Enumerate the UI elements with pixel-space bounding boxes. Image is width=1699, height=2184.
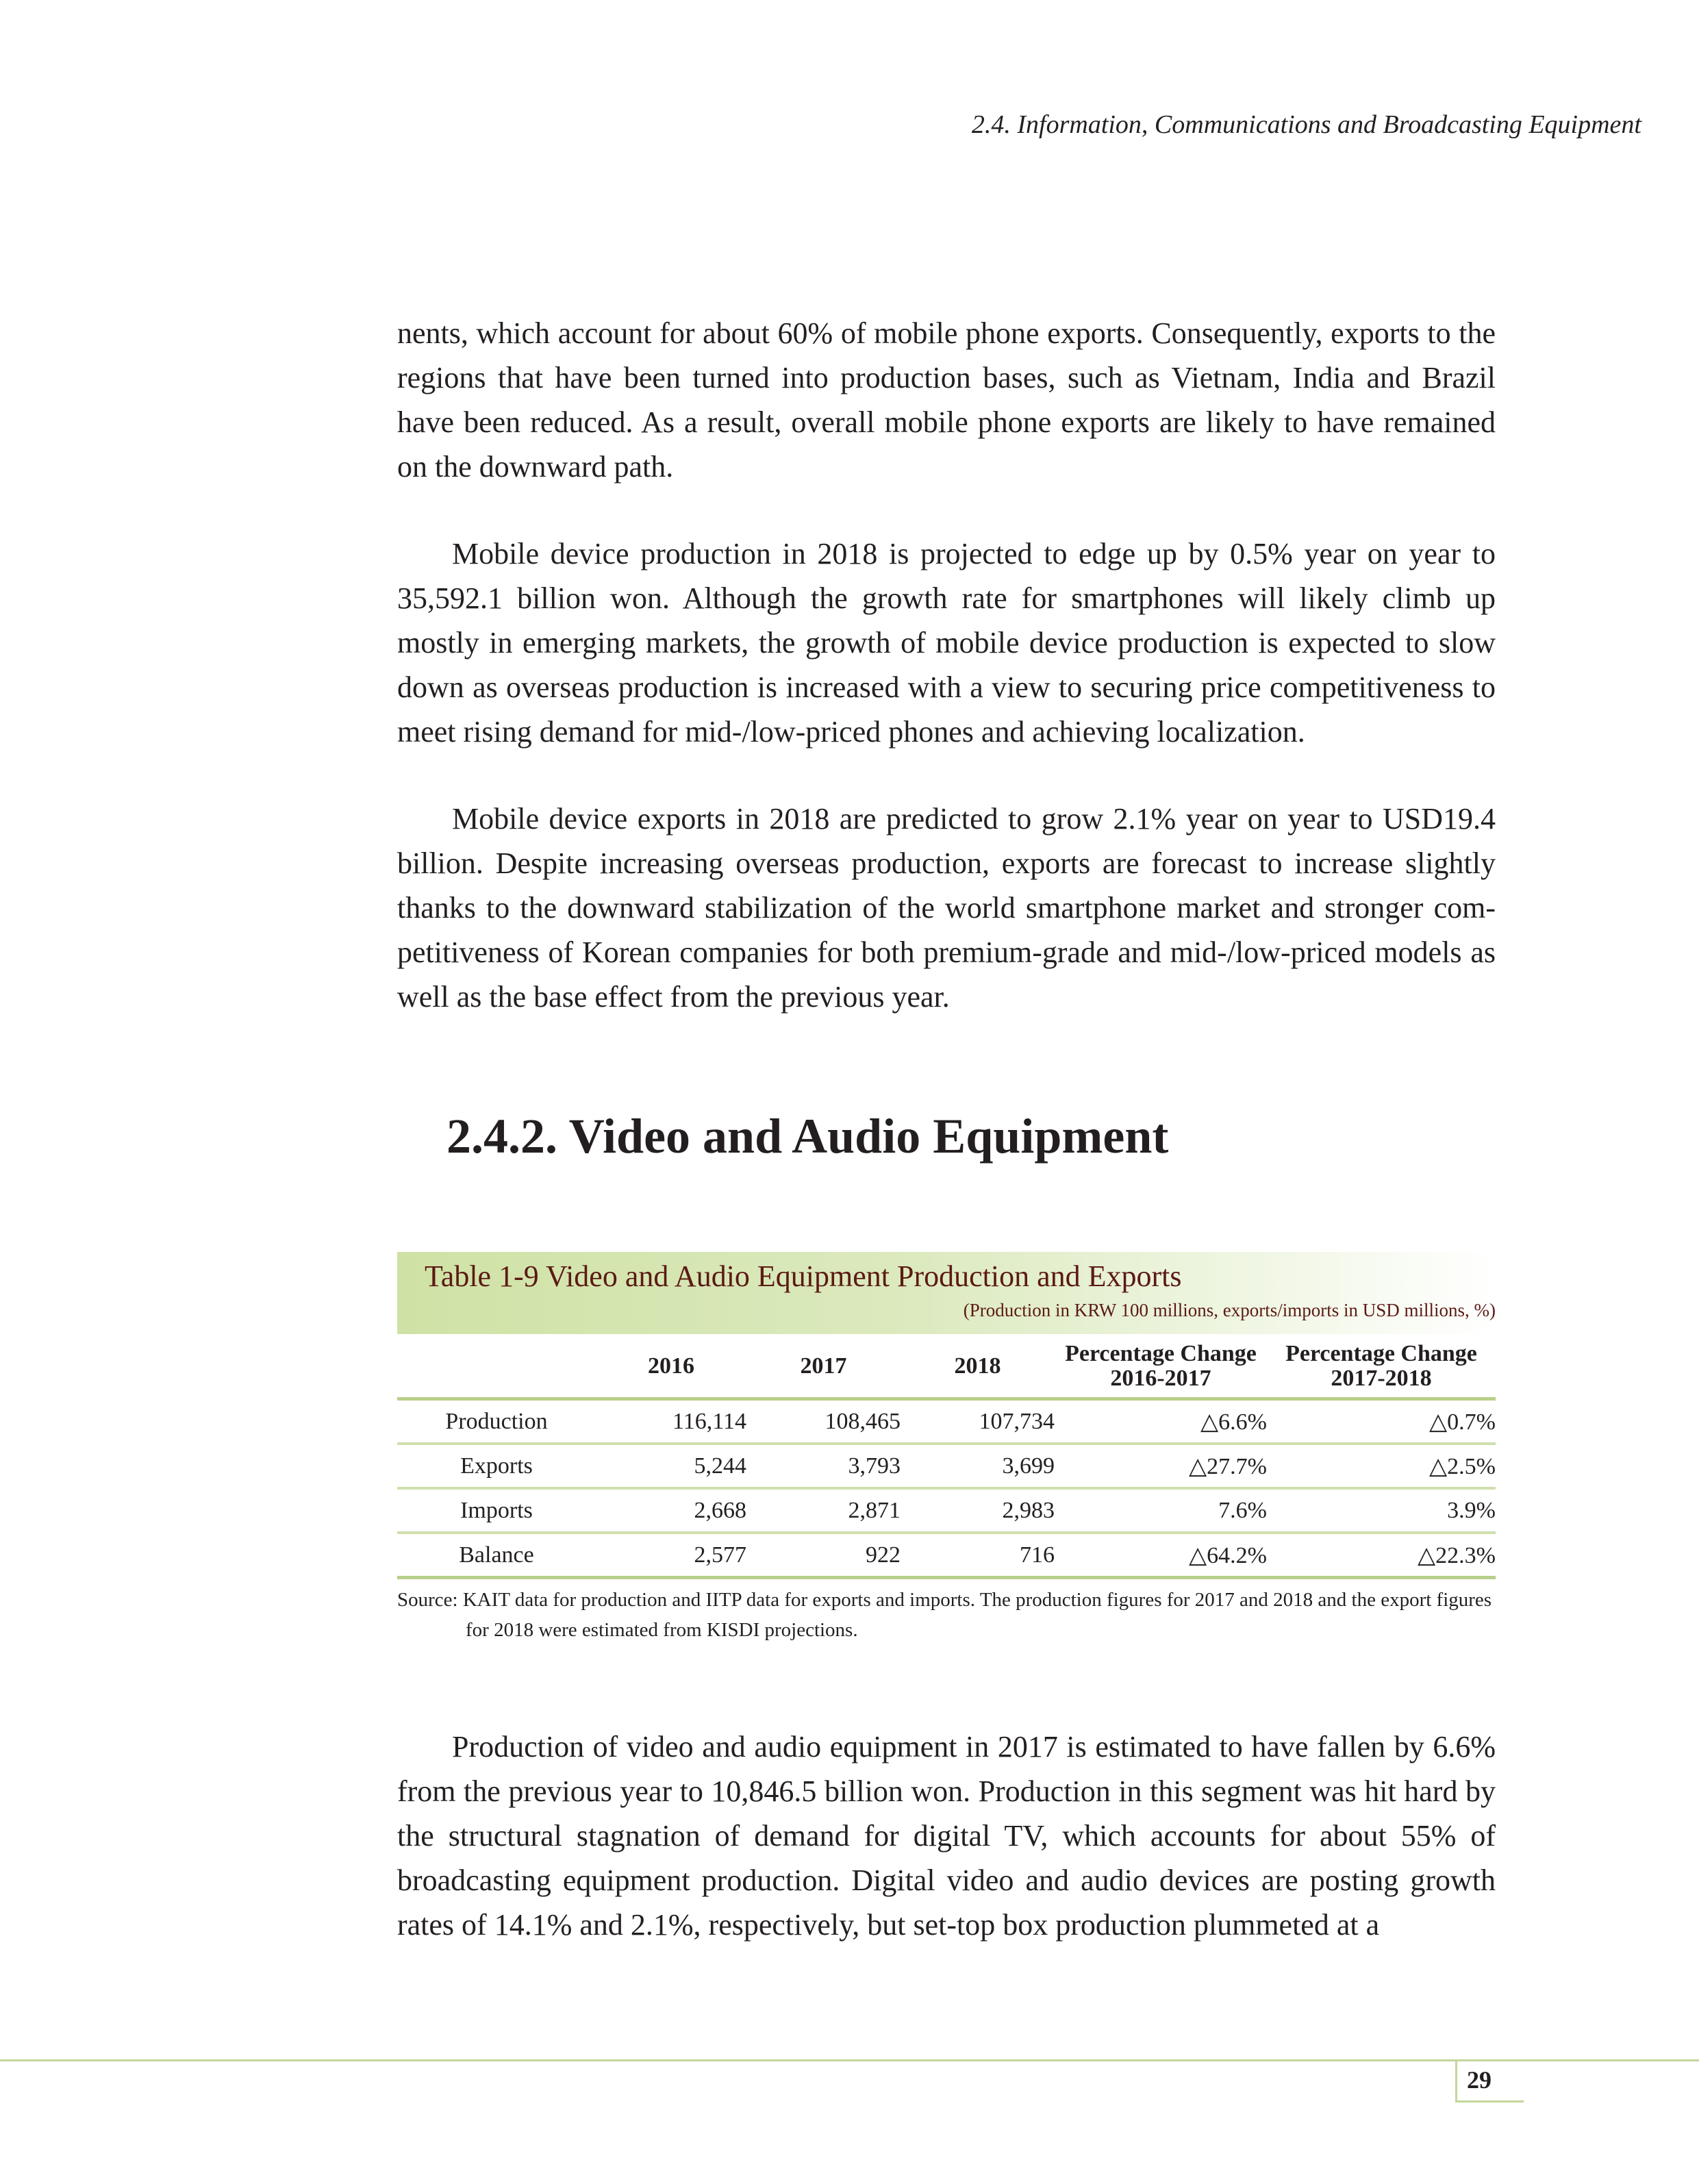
column-header-2018: 2018 (901, 1335, 1055, 1399)
cell-2016: 116,114 (596, 1399, 746, 1444)
cell-change-2017-2018: △0.7% (1267, 1399, 1496, 1444)
cell-2016: 5,244 (596, 1444, 746, 1488)
table-unit-note: (Production in KRW 100 millions, exports/imports in USD millions, %) (963, 1300, 1496, 1320)
section-heading: 2.4.2. Video and Audio Equipment (446, 1109, 1169, 1164)
cell-2017: 108,465 (746, 1399, 901, 1444)
row-label: Imports (397, 1488, 596, 1533)
cell-change-2016-2017: △64.2% (1055, 1533, 1267, 1578)
column-header-2016: 2016 (596, 1335, 746, 1399)
table-row (397, 1444, 1496, 1488)
cell-change-2017-2018: △2.5% (1267, 1444, 1496, 1488)
table-header-row (397, 1335, 1496, 1399)
table-row (397, 1399, 1496, 1444)
cell-2017: 922 (746, 1533, 901, 1578)
cell-2016: 2,577 (596, 1533, 746, 1578)
cell-change-2017-2018: △22.3% (1267, 1533, 1496, 1578)
cell-2018: 716 (901, 1533, 1055, 1578)
row-label: Balance (397, 1533, 596, 1578)
paragraph-mobile-exports-2018: Mobile device exports in 2018 are predicted to grow 2.1% year on year to USD19.4 billion. Despite increasing overseas production, exports are forecast to increase slightly thanks to the downward stabilization of the world smartphone market and stronger competitiveness of Korean companies for both premium-grade and mid-/low-priced models as well as the base effect from the previous year. (397, 802, 1496, 1014)
cell-change-2016-2017: 7.6% (1055, 1488, 1267, 1533)
cell-change-2016-2017: △27.7% (1055, 1444, 1267, 1488)
column-header-2017: 2017 (746, 1335, 901, 1399)
cell-change-2016-2017: △6.6% (1055, 1399, 1267, 1444)
running-header: 2.4. Information, Communications and Broadcasting Equipment (971, 110, 1641, 139)
row-label: Production (397, 1399, 596, 1444)
page-number: 29 (1455, 2059, 1524, 2103)
row-label: Exports (397, 1444, 596, 1488)
paragraph-mobile-production-2018: Mobile device production in 2018 is projected to edge up by 0.5% year on year to 35,592.1 billion won. Although the growth rate for smartphones will likely climb up mostly in emerging markets, the growth of mobile device production is expected to slow down as overseas production is increased with a view to securing price competitiveness to meet rising demand for mid-/low-priced phones and achieving localization. (397, 537, 1496, 749)
table-corner-cell (397, 1335, 596, 1399)
video-audio-table (397, 1335, 1496, 1579)
cell-2018: 3,699 (901, 1444, 1055, 1488)
cell-2017: 2,871 (746, 1488, 901, 1533)
cell-2017: 3,793 (746, 1444, 901, 1488)
paragraph-video-audio-production: Production of video and audio equipment in 2017 is estimated to have fallen by 6.6% from the previous year to 10,846.5 billion won. Production in this segment was hit hard by the structural stagnation of demand for digital TV, which accounts for about 55% of broadcasting equipment production. Digital video and audio devices are posting growth rates of 14.1% and 2.1%, respectively, but set-top box production plummeted at a (397, 1730, 1496, 1942)
table-source-note: Source: KAIT data for production and IITP data for exports and imports. The production figures for 2017 and 2018 and the export figures for 2018 were estimated from KISDI projections. (397, 1589, 1492, 1641)
table-row (397, 1533, 1496, 1578)
table-row (397, 1488, 1496, 1533)
column-header-change-2017-2018: Percentage Change 2017-2018 (1267, 1335, 1496, 1399)
cell-2018: 2,983 (901, 1488, 1055, 1533)
cell-change-2017-2018: 3.9% (1267, 1488, 1496, 1533)
paragraph-mobile-exports-decline: nents, which account for about 60% of mobile phone exports. Consequently, exports to the regions that have been turned into production bases, such as Vietnam, India and Brazil have been reduced. As a result, overall mobile phone exports are likely to have remained on the downward path. (397, 316, 1496, 484)
table-title: Table 1-9 Video and Audio Equipment Production and Exports (425, 1259, 1182, 1293)
cell-2018: 107,734 (901, 1399, 1055, 1444)
table-title-band (397, 1252, 1496, 1334)
cell-2016: 2,668 (596, 1488, 746, 1533)
column-header-change-2016-2017: Percentage Change 2016-2017 (1055, 1335, 1267, 1399)
footer-rule (0, 2059, 1699, 2061)
